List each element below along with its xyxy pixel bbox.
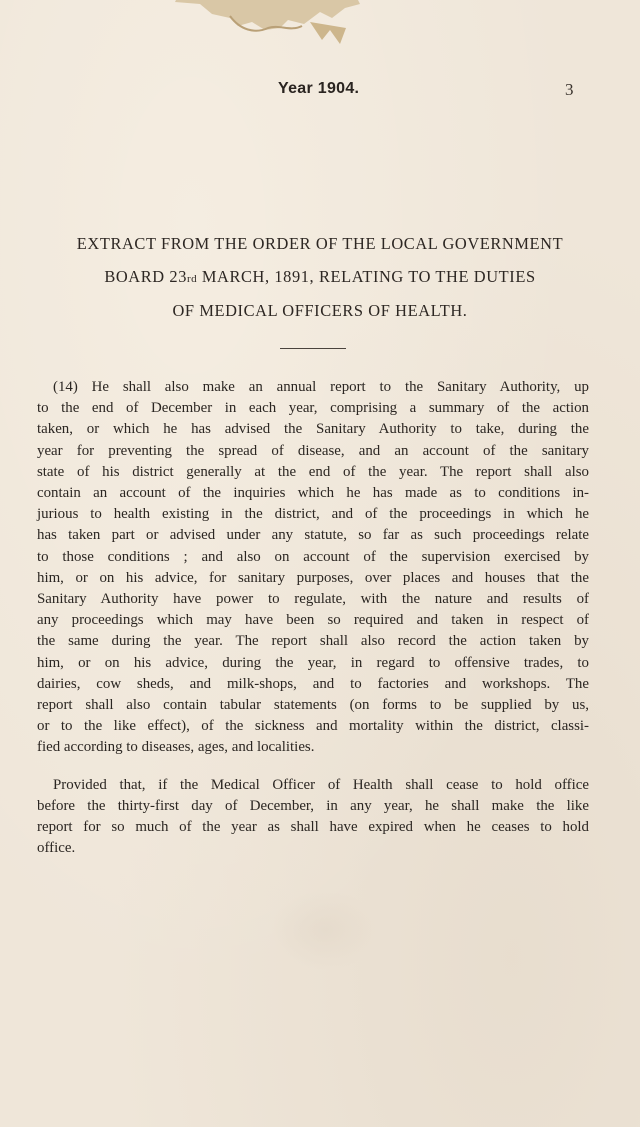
torn-paper-mark [170, 0, 370, 50]
heading-line-2 [20, 261, 620, 296]
text-line: before the thirty-first day of December, in any year, he shall make the like [37, 797, 589, 814]
text-line: any proceedings which may have been so required and taken in respect of [37, 612, 589, 629]
text-line: report shall also contain tabular statements (on forms to be supplied by us, [37, 697, 589, 714]
text-line: to those conditions ; and also on account of the supervision exercised by [37, 548, 589, 565]
text-line: Sanitary Authority have power to regulate, with the nature and results of [37, 591, 589, 608]
section-heading [20, 228, 620, 328]
text-line: has taken part or advised under any statute, so far as such proceedings relate [37, 527, 589, 544]
paper-stain [270, 890, 380, 970]
text-line: him, or on his advice, during the year, in regard to offensive trades, to [37, 654, 589, 671]
text-line: the same during the year. The report shall also record the action taken by [37, 633, 589, 650]
heading-line-3: OF MEDICAL OFFICERS OF HEALTH. [172, 301, 468, 320]
text-line: report for so much of the year as shall have expired when he ceases to hold [37, 819, 589, 836]
text-line: year for preventing the spread of disease, and an account of the sanitary [37, 442, 589, 459]
text-line: (14) He shall also make an annual report to the Sanitary Authority, up [53, 379, 589, 395]
text-line: taken, or which he has advised the Sanitary Authority to take, during the [37, 421, 589, 438]
text-line: state of his district generally at the end of the year. The report shall also [37, 463, 589, 480]
running-head [0, 80, 640, 104]
text-line: jurious to health existing in the district, and of the proceedings in which he [37, 506, 589, 523]
paragraph-proviso [37, 775, 589, 860]
heading-line-2-text: BOARD 23rd MARCH, 1891, RELATING TO THE DUTIES [104, 266, 536, 286]
text-line: Provided that, if the Medical Officer of Health shall cease to hold office [53, 776, 589, 793]
text-line: him, or on his advice, for sanitary purposes, over places and houses that the [37, 569, 589, 586]
text-line: to the end of December in each year, comprising a summary of the action [37, 400, 589, 417]
divider-rule [280, 348, 346, 349]
heading-line-1: EXTRACT FROM THE ORDER OF THE LOCAL GOVERNMENT [76, 234, 564, 253]
text-line: or to the like effect), of the sickness and mortality within the district, classi- [37, 718, 589, 735]
text-line: office. [37, 840, 76, 857]
paragraph-14 [37, 377, 589, 759]
running-title: Year 1904. [278, 80, 360, 97]
body-text [37, 377, 589, 859]
text-line: contain an account of the inquiries which he has made as to conditions in- [37, 485, 589, 502]
page-number: 3 [565, 80, 574, 99]
text-line: fied according to diseases, ages, and localities. [37, 739, 315, 756]
text-line: dairies, cow sheds, and milk-shops, and to factories and workshops. The [37, 675, 589, 692]
